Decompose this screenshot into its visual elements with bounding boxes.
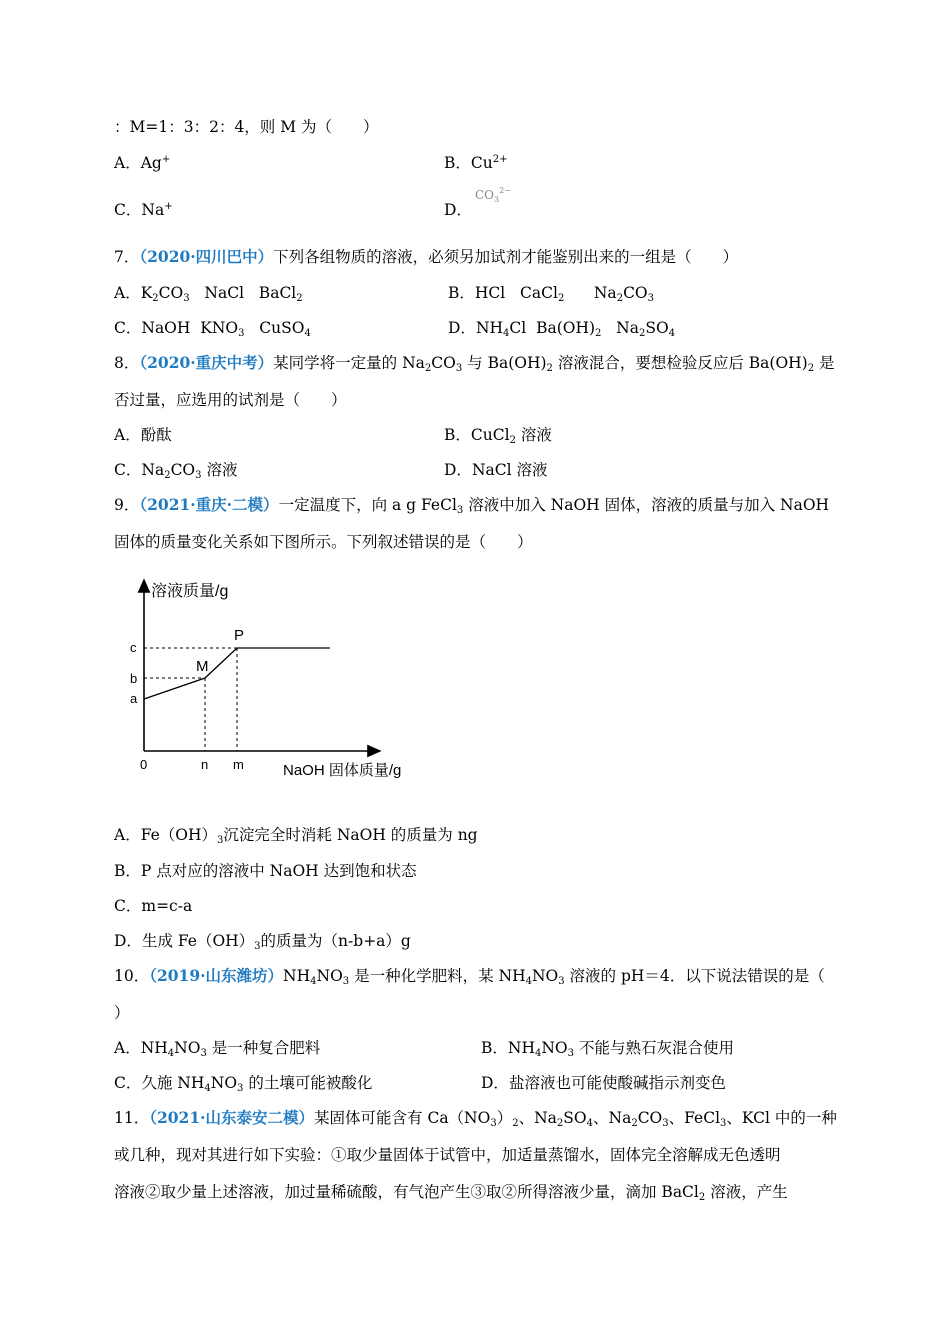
q6-option-a[interactable] <box>114 153 170 173</box>
q7-option-c[interactable]: C．NaOH $KNO_3$ CuSO$_4$ <box>114 319 311 339</box>
question-number: 9． <box>114 496 140 514</box>
option-text: Na <box>141 201 165 219</box>
superscript: + <box>161 154 171 165</box>
q9-option-d[interactable]: D．生成 $Fe(OH)_3$的质量为（n-b+a）g <box>114 932 411 952</box>
text: 、FeCl <box>668 1109 721 1127</box>
option-text: 是一种复合肥料 <box>206 1039 321 1057</box>
question-source: （2020·重庆中考） <box>139 353 274 372</box>
option-text: NO <box>210 1074 238 1092</box>
q10-stem-line2: ） <box>114 1004 130 1022</box>
text: 与 Ba(OH) <box>462 354 547 372</box>
question-text: 下列各组物质的溶液，必须另加试剂才能鉴别出来的一组是（ ） <box>273 248 739 266</box>
q9-option-a[interactable]: A．$Fe(OH)_3$沉淀完全时消耗 NaOH 的质量为 ng <box>114 826 478 846</box>
question-number: 8． <box>114 354 140 372</box>
text: 溶液中加入 NaOH 固体，溶液的质量与加入 NaOH <box>463 496 830 514</box>
option-text: Ag <box>140 154 162 172</box>
option-text: NO <box>174 1039 201 1057</box>
q7-option-d[interactable]: D．$NH_4Cl$ $Ba(OH)_2$ $Na_2SO_4$ <box>448 319 676 339</box>
q8-option-b[interactable]: B．CuCl$_2$ 溶液 <box>444 426 552 446</box>
mass-chart <box>115 570 415 785</box>
y-tick-c: c <box>130 640 137 655</box>
q8-option-d[interactable] <box>444 460 548 480</box>
option-label: D． <box>448 319 476 337</box>
question-source: （2021·山东泰安二模） <box>149 1108 315 1127</box>
option-text: NH <box>507 1039 535 1057</box>
option-label: B． <box>114 862 141 880</box>
y-tick-b: b <box>130 671 138 686</box>
q10-stem-line1: 10．（2019·山东潍坊）$NH_4NO_3$ 是一种化学肥料，某 $NH_4NO_3$ 溶液的 pH＝4．以下说法错误的是（ <box>114 966 825 987</box>
q9-stem-line2: 固体的质量变化关系如下图所示。下列叙述错误的是（ ） <box>114 533 533 551</box>
option-text: CO <box>170 461 196 479</box>
text: NO <box>531 967 559 985</box>
q10-option-b[interactable]: B．$NH_4NO_3$ 不能与熟石灰混合使用 <box>481 1039 734 1059</box>
option-text: 沉淀完全时消耗 NaOH 的质量为 ng <box>223 826 478 844</box>
text: SO <box>563 1109 587 1127</box>
option-text: 酚酞 <box>140 426 172 444</box>
question-source: （2019·山东潍坊） <box>149 966 284 985</box>
q10-option-c[interactable]: C．久施 $NH_4NO_3$ 的土壤可能被酸化 <box>114 1074 373 1094</box>
option-text: NO <box>541 1039 568 1057</box>
y-axis-title: 溶液质量/g <box>151 583 229 600</box>
option-text: NH <box>140 1039 168 1057</box>
q7-stem <box>114 247 738 267</box>
y-tick-a: a <box>130 691 138 706</box>
q9-option-b[interactable] <box>114 861 417 881</box>
x-axis-title: NaOH 固体质量/g <box>283 762 402 779</box>
text: NH <box>283 967 311 985</box>
option-label: C． <box>114 201 142 219</box>
option-text: 溶液 <box>515 426 552 444</box>
option-text: 的质量为（n-b+a）g <box>260 932 411 950</box>
q11-stem-line1: 11．（2021·山东泰安二模）某固体可能含有 $Ca(NO_3)_2$、$Na_2SO_4$、$Na_2CO_3$、FeCl$_3$、KCl 中的一种 <box>114 1108 837 1129</box>
option-text: m=c-a <box>141 897 193 915</box>
option-label: D． <box>444 201 472 219</box>
question-source: （2020·四川巴中） <box>139 247 274 266</box>
option-text: Fe（OH） <box>140 826 218 844</box>
option-label: B． <box>444 154 471 172</box>
text: CO <box>431 354 456 372</box>
q6-option-b[interactable] <box>444 153 507 173</box>
option-label: D． <box>481 1074 509 1092</box>
q8-stem-line2: 否过量，应选用的试剂是（ ） <box>114 391 347 409</box>
option-label: A． <box>114 284 141 302</box>
option-text: P 点对应的溶液中 NaOH 达到饱和状态 <box>140 862 417 880</box>
option-label: A． <box>114 826 141 844</box>
q9-option-c[interactable] <box>114 896 192 916</box>
q8-option-c[interactable]: C．$Na_2CO_3$ 溶液 <box>114 461 238 481</box>
text: 某同学将一定量的 Na <box>273 354 425 372</box>
text: ） <box>496 1109 513 1127</box>
x-tick-n: n <box>201 757 209 772</box>
option-text: 生成 Fe（OH） <box>141 932 255 950</box>
option-label: D． <box>114 932 142 950</box>
option-text: 的土壤可能被酸化 <box>243 1074 373 1092</box>
superscript: 2− <box>499 186 511 195</box>
carbonate-formula-image <box>475 188 511 202</box>
question-number: 11． <box>114 1109 150 1127</box>
point-label-m: M <box>196 658 209 675</box>
option-text: Cu <box>470 154 493 172</box>
option-label: C． <box>114 319 142 337</box>
option-label: C． <box>114 897 142 915</box>
option-label: A． <box>114 154 141 172</box>
question-number: 10． <box>114 967 150 985</box>
option-label: C． <box>114 1074 142 1092</box>
text: CO <box>637 1109 663 1127</box>
text: 某固体可能含有 Ca（NO <box>314 1109 491 1127</box>
q6-stem-tail: ：M=1：3：2：4，则 M 为（ ） <box>114 118 379 136</box>
subscript: 3 <box>494 195 500 204</box>
text: 是一种化学肥料，某 NH <box>349 967 526 985</box>
option-text: NaCl 溶液 <box>471 461 548 479</box>
option-text: 久施 NH <box>141 1074 205 1092</box>
q9-stem-line1: 9．（2021·重庆·二模）一定温度下，向 a g FeCl$_3$ 溶液中加入 NaOH 固体，溶液的质量与加入 NaOH <box>114 495 830 516</box>
point-label-p: P <box>234 627 245 644</box>
option-label: A． <box>114 426 141 444</box>
option-text: CuCl <box>470 426 510 444</box>
q10-option-a[interactable]: A．$NH_4NO_3$ 是一种复合肥料 <box>114 1039 321 1059</box>
x-tick-m: m <box>233 757 244 772</box>
option-label: B． <box>444 426 471 444</box>
option-text: 不能与熟石灰混合使用 <box>574 1039 734 1057</box>
text: 溶液混合，要想检验反应后 Ba(OH) <box>552 354 808 372</box>
q8-stem-line1: 8．（2020·重庆中考）某同学将一定量的 $Na_2CO_3$ 与 $Ba(OH)_2$ 溶液混合，要想检验反应后 $Ba(OH)_2$ 是 <box>114 353 835 374</box>
option-label: A． <box>114 1039 141 1057</box>
text: 溶液的 pH＝4．以下说法错误的是（ <box>564 967 825 985</box>
option-label: B． <box>448 284 475 302</box>
q6-option-c[interactable] <box>114 200 173 220</box>
origin-label: 0 <box>140 757 148 772</box>
q7-option-b[interactable]: B．HCl CaCl$_2$ $Na_2CO_3$ <box>448 284 655 304</box>
question-number: 7． <box>114 248 140 266</box>
superscript: + <box>164 201 173 212</box>
text: 、Na <box>593 1109 632 1127</box>
text: 是 <box>814 354 835 372</box>
option-label: C． <box>114 461 142 479</box>
option-text: 盐溶液也可能使酸碱指示剂变色 <box>508 1074 726 1092</box>
superscript: 2+ <box>492 154 508 165</box>
option-label: B． <box>481 1039 508 1057</box>
text: 、KCl 中的一种 <box>726 1109 837 1127</box>
q11-stem-line3: 溶液②取少量上述溶液，加过量稀硫酸，有气泡产生③取②所得溶液少量，滴加 BaCl$_2$ 溶液，产生 <box>114 1183 788 1203</box>
q7-option-a[interactable]: A．$K_2CO_3$ NaCl BaCl$_2$ <box>114 284 303 304</box>
q10-option-d[interactable] <box>481 1073 726 1093</box>
q8-option-a[interactable] <box>114 425 172 445</box>
text: 溶液，产生 <box>705 1183 788 1201</box>
q6-option-d[interactable] <box>444 200 472 220</box>
option-text: Na <box>141 461 165 479</box>
text: NO <box>316 967 343 985</box>
option-text: 溶液 <box>201 461 238 479</box>
text: 、Na <box>518 1109 557 1127</box>
text: 溶液②取少量上述溶液，加过量稀硫酸，有气泡产生③取②所得溶液少量，滴加 BaCl <box>114 1183 699 1201</box>
q11-stem-line2: 或几种，现对其进行如下实验：①取少量固体于试管中，加适量蒸馏水，固体完全溶解成无色透明 <box>114 1146 781 1164</box>
question-source: （2021·重庆·二模） <box>139 495 279 514</box>
text: 一定温度下，向 a g FeCl <box>278 496 457 514</box>
option-label: D． <box>444 461 472 479</box>
formula-text: CO <box>475 188 495 202</box>
